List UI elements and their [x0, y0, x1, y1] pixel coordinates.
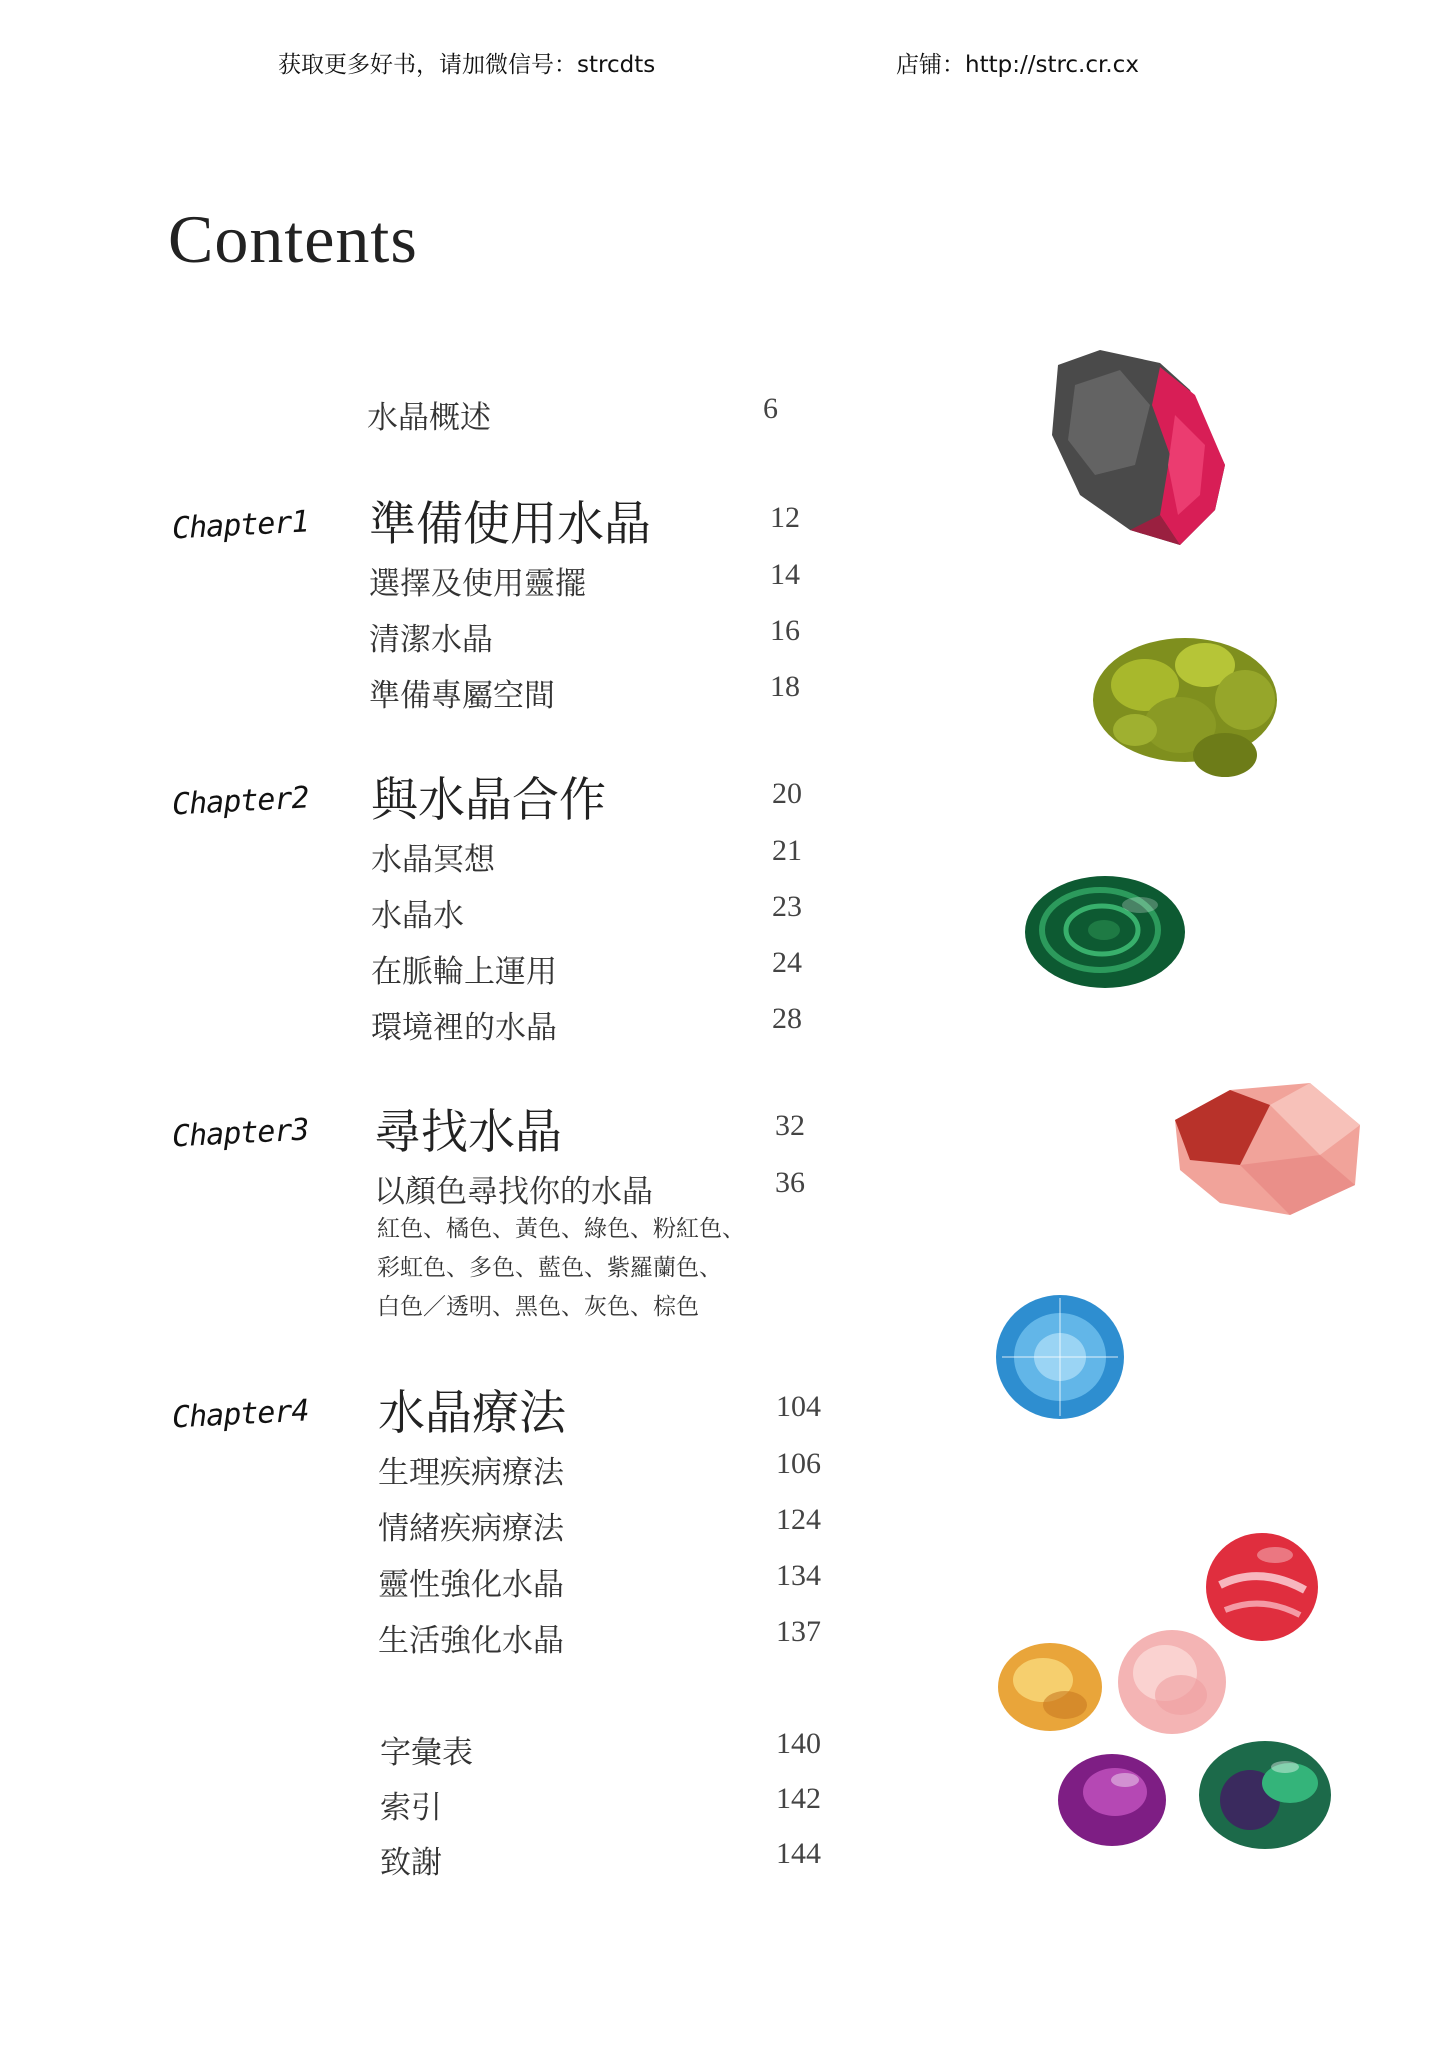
toc-entry-intro [367, 392, 787, 436]
toc-entry [378, 1503, 838, 1547]
chapter-4-label: Chapter4 [171, 1393, 310, 1436]
malachite-tumbled-gem-image [1020, 870, 1190, 995]
toc-entry-page: 24 [772, 946, 802, 979]
toc-entry-page: 6 [763, 392, 778, 425]
toc-entry [374, 1166, 814, 1210]
toc-entry [378, 1559, 838, 1603]
toc-entry-page: 137 [776, 1615, 821, 1648]
toc-entry-page: 18 [770, 670, 800, 703]
toc-entry [371, 890, 811, 934]
toc-entry-title: 情緒疾病療法 [378, 1511, 564, 1547]
chapter-title: 準備使用水晶 [369, 497, 651, 552]
toc-entry-page: 14 [770, 558, 800, 591]
toc-entry-index [380, 1782, 840, 1826]
toc-entry-title: 選擇及使用靈擺 [369, 566, 586, 602]
chapter-page: 20 [772, 777, 802, 810]
citrine-tumbled-gem-image [995, 1640, 1105, 1735]
toc-entry-page: 21 [772, 834, 802, 867]
rough-rhodonite-gem-image [1040, 345, 1240, 560]
toc-entry-title: 水晶冥想 [371, 842, 495, 878]
toc-entry [369, 670, 809, 714]
toc-entry [378, 1447, 838, 1491]
toc-entry-title: 生活強化水晶 [378, 1623, 564, 1659]
toc-entry-title: 在脈輪上運用 [371, 954, 557, 990]
page-title: Contents [168, 201, 418, 277]
chapter-title: 尋找水晶 [374, 1105, 562, 1160]
toc-entry-title: 靈性強化水晶 [378, 1567, 564, 1603]
color-list-line: 白色／透明、黑色、灰色、棕色 [377, 1294, 699, 1320]
banner-wechat-text: 获取更多好书，请加微信号：strcdts [278, 52, 656, 78]
banner-shop-url: 店铺：http://strc.cr.cx [896, 52, 1139, 78]
toc-entry-title: 以顏色尋找你的水晶 [374, 1174, 653, 1210]
color-list-line: 彩虹色、多色、藍色、紫羅蘭色、 [377, 1255, 722, 1281]
toc-entry [378, 1615, 838, 1659]
toc-entry-page: 36 [775, 1166, 805, 1199]
toc-entry-title: 清潔水晶 [369, 622, 493, 658]
toc-entry-page: 134 [776, 1559, 821, 1592]
toc-entry [369, 614, 809, 658]
toc-entry-page: 142 [776, 1782, 821, 1815]
toc-entry-title: 索引 [380, 1790, 442, 1826]
toc-entry-page: 23 [772, 890, 802, 923]
chapter-1-heading [369, 487, 809, 552]
chapter-4-heading [378, 1376, 838, 1441]
fluorite-tumbled-gem-image [1195, 1735, 1335, 1855]
toc-entry-title: 字彙表 [380, 1735, 473, 1771]
amethyst-tumbled-gem-image [1055, 1750, 1170, 1850]
toc-entry-page: 106 [776, 1447, 821, 1480]
chapter-3-label: Chapter3 [171, 1112, 310, 1155]
toc-entry-title: 準備專屬空間 [369, 678, 555, 714]
color-list-line: 紅色、橘色、黃色、綠色、粉紅色、 [377, 1216, 745, 1242]
chapter-page: 12 [770, 501, 800, 534]
toc-entry-glossary [380, 1727, 840, 1771]
chapter-title: 與水晶合作 [371, 773, 606, 828]
chapter-page: 104 [776, 1390, 821, 1423]
toc-entry-title: 水晶概述 [367, 400, 491, 436]
toc-entry-title: 環境裡的水晶 [371, 1010, 557, 1046]
rose-quartz-rough-gem-image [1170, 1075, 1370, 1225]
toc-entry-page: 16 [770, 614, 800, 647]
toc-entry-page: 144 [776, 1837, 821, 1870]
toc-entry-title: 生理疾病療法 [378, 1455, 564, 1491]
chapter-title: 水晶療法 [378, 1386, 566, 1441]
toc-entry [371, 834, 811, 878]
toc-entry-title: 致謝 [380, 1845, 442, 1881]
blue-topaz-faceted-gem-image [992, 1290, 1132, 1425]
toc-entry [371, 1002, 811, 1046]
peridot-cluster-gem-image [1085, 605, 1290, 790]
toc-entry-page: 140 [776, 1727, 821, 1760]
toc-entry-page: 28 [772, 1002, 802, 1035]
chapter-1-label: Chapter1 [171, 504, 310, 547]
rose-quartz-tumbled-gem-image [1115, 1625, 1230, 1740]
toc-entry [371, 946, 811, 990]
toc-entry [369, 558, 809, 602]
top-banner [0, 46, 1433, 76]
chapter-3-heading [374, 1095, 814, 1160]
chapter-page: 32 [775, 1109, 805, 1142]
toc-entry-title: 水晶水 [371, 898, 464, 934]
chapter-2-heading [371, 763, 811, 828]
chapter-2-label: Chapter2 [171, 780, 310, 823]
toc-entry-page: 124 [776, 1503, 821, 1536]
toc-entry-acknowledgements [380, 1837, 840, 1881]
